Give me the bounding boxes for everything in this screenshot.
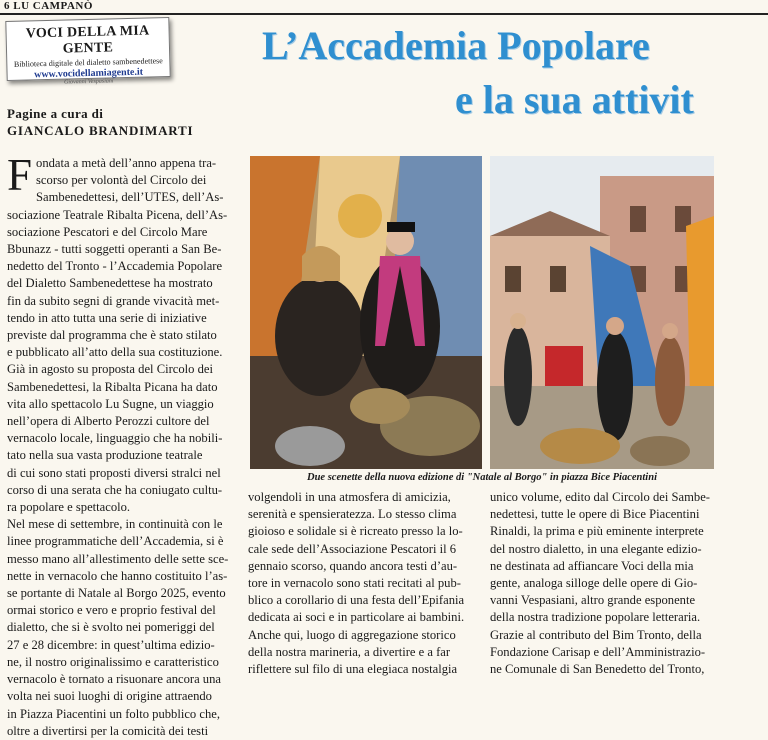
text-line: dedicata ai soci e in particolare ai bambini. <box>248 610 465 625</box>
text-line: ne destinata ad affiancare Voci della mia <box>490 558 694 573</box>
text-line: vernacolo è tornato a risuonare ancora una <box>7 672 221 687</box>
text-line: tato nella sua vasta produzione teatrale <box>7 448 203 463</box>
text-line: previste dal programma che è stato stilato <box>7 328 217 343</box>
text-line: Anche qui, luogo di aggregazione storico <box>248 627 456 642</box>
text-line: Grazie al contributo del Bim Tronto, della <box>490 627 702 642</box>
text-line: tore in vernacolo sono stati recitati al pub- <box>248 576 461 591</box>
box-subtitle: Biblioteca digitale del dialetto sambenedettese <box>13 56 163 69</box>
text-line: ondata a metà dell’anno appena tra- <box>36 156 217 170</box>
text-line: volgendoli in una atmosfera di amicizia, <box>248 490 451 504</box>
box-signature: Giovanni Vespasiani <box>63 78 114 86</box>
text-line: messo mano all’allestimento delle sette sce- <box>7 551 229 566</box>
text-line: del Dialetto Sambenedettese ha mostrato <box>7 276 213 291</box>
text-line: tendo in atto tutta una serie di iniziative <box>7 310 207 325</box>
text-line: ra popolare e spettacolo. <box>7 500 131 515</box>
text-line: del nostro dialetto, in una elegante edizio- <box>490 541 702 556</box>
text-line: nedetto del Tronto - l’Accademia Popolare <box>7 259 223 274</box>
scene-1-illustration <box>250 156 482 469</box>
article-column-1 <box>7 150 240 740</box>
byline-author: GIANCALO BRANDIMARTI <box>7 123 194 138</box>
text-line: della nostra marineria, a divertire e a far <box>248 644 451 659</box>
text-line: ne Comunale di San Benedetto del Tronto, <box>490 662 705 677</box>
text-line: ne, il nostro originalissimo e caratteristico <box>7 654 219 669</box>
text-line: scorso per volontà del Circolo dei <box>36 173 207 188</box>
text-line: oltre a divertirsi per la comicità dei testi <box>7 723 209 738</box>
photo-caption: Due scenette della nuova edizione di "Natale al Borgo" in piazza Bice Piacentini <box>307 472 657 483</box>
text-line: vita allo spettacolo Lu Sugne, un viaggio <box>7 396 214 411</box>
byline-label: Pagine a cura di <box>7 106 104 121</box>
text-line: gioioso e solidale si è ricreato presso la lo- <box>248 524 463 539</box>
header-rule <box>0 13 768 15</box>
text-line: nedettesi, tutte le opere di Bice Piacentini <box>490 507 700 522</box>
text-line: vanni Vespasiani, altro grande esponente <box>490 593 696 608</box>
text-line: se portante di Natale al Borgo 2025, evento <box>7 586 226 601</box>
text-line: volta nei suoi luoghi di origine attraendo <box>7 689 212 704</box>
text-line: della nostra tradizione popolare letteraria. <box>490 610 701 625</box>
text-line: Fondazione Carisap e dell’Amministrazio- <box>490 644 706 659</box>
article-column-3 <box>490 489 714 678</box>
text-line: serenità e spensieratezza. Lo stesso clima <box>248 507 457 522</box>
headline-line-1: L’Accademia Popolare <box>262 23 650 68</box>
text-line: Già in agosto su proposta del Circolo dei <box>7 362 214 377</box>
text-line: unico volume, edito dal Circolo dei Sambe- <box>490 490 710 504</box>
box-title: VOCI DELLA MIA GENTE <box>25 23 150 57</box>
text-line: Sambenedettesi, la Ribalta Picana ha dato <box>7 379 218 394</box>
text-line: cale sede dell’Associazione Pescatori il 6 <box>248 541 457 556</box>
text-line: gennaio scorso, quando ancora testi d’au- <box>248 558 458 573</box>
photo-scene-2 <box>490 156 714 469</box>
text-line: riflettere sul filo di una elegiaca nostalgia <box>248 662 458 677</box>
drop-cap: F <box>7 150 33 200</box>
headline-line-2: e la sua attivit <box>455 77 694 122</box>
text-line: in Piazza Piacentini un folto pubblico che, <box>7 706 220 721</box>
text-line: e pubblicato all’atto della sua costituzione. <box>7 345 223 360</box>
text-line: vernacolo locale, linguaggio che ha nobili- <box>7 431 223 446</box>
text-line: corso di una serata che ha coniugato cultu- <box>7 482 223 497</box>
scene-2-illustration <box>490 156 714 469</box>
text-line: ormai storico e vero e proprio festival del <box>7 603 216 618</box>
article-column-2 <box>248 489 482 678</box>
box-url[interactable]: www.vocidellamiagente.it <box>34 66 144 81</box>
text-line: Rinaldi, la prima e più eminente interprete <box>490 524 704 539</box>
text-line: sociazione Teatrale Ribalta Picena, dell’As- <box>7 207 228 222</box>
text-line: Sambenedettesi, dell’UTES, dell’As- <box>36 190 224 205</box>
text-line: dialetto, che si è svolto nei pomeriggi del <box>7 620 215 635</box>
page-number: 6 LU CAMPANÒ <box>4 0 93 12</box>
text-line: 27 e 28 dicembre: in quest’ultima edizio- <box>7 637 215 652</box>
text-line: nette in vernacolo che hanno costituito l’as- <box>7 568 228 583</box>
text-line: gente, analoga silloge delle opere di Gio- <box>490 576 698 591</box>
text-line: linee programmatiche dell’Accademia, si è <box>7 534 224 549</box>
text-line: Nel mese di settembre, in continuità con le <box>7 517 223 532</box>
page-header <box>0 0 768 14</box>
page-margin <box>715 156 768 673</box>
text-line: fin da subito segni di grande vivacità met- <box>7 293 220 308</box>
text-line: di cui sono stati proposti diversi stralci nel <box>7 465 221 480</box>
voci-della-mia-gente-box <box>5 17 170 86</box>
text-line: nell’opera di Alberto Perozzi cultore del <box>7 414 210 429</box>
text-line: Bbunazz - tutti soggetti operanti a San Be- <box>7 242 222 257</box>
text-line: blico a corollario di una festa dell’Epifania <box>248 593 465 608</box>
photo-scene-1 <box>250 156 482 469</box>
text-line: sociazione Pescatori e del Circolo Mare <box>7 224 208 239</box>
